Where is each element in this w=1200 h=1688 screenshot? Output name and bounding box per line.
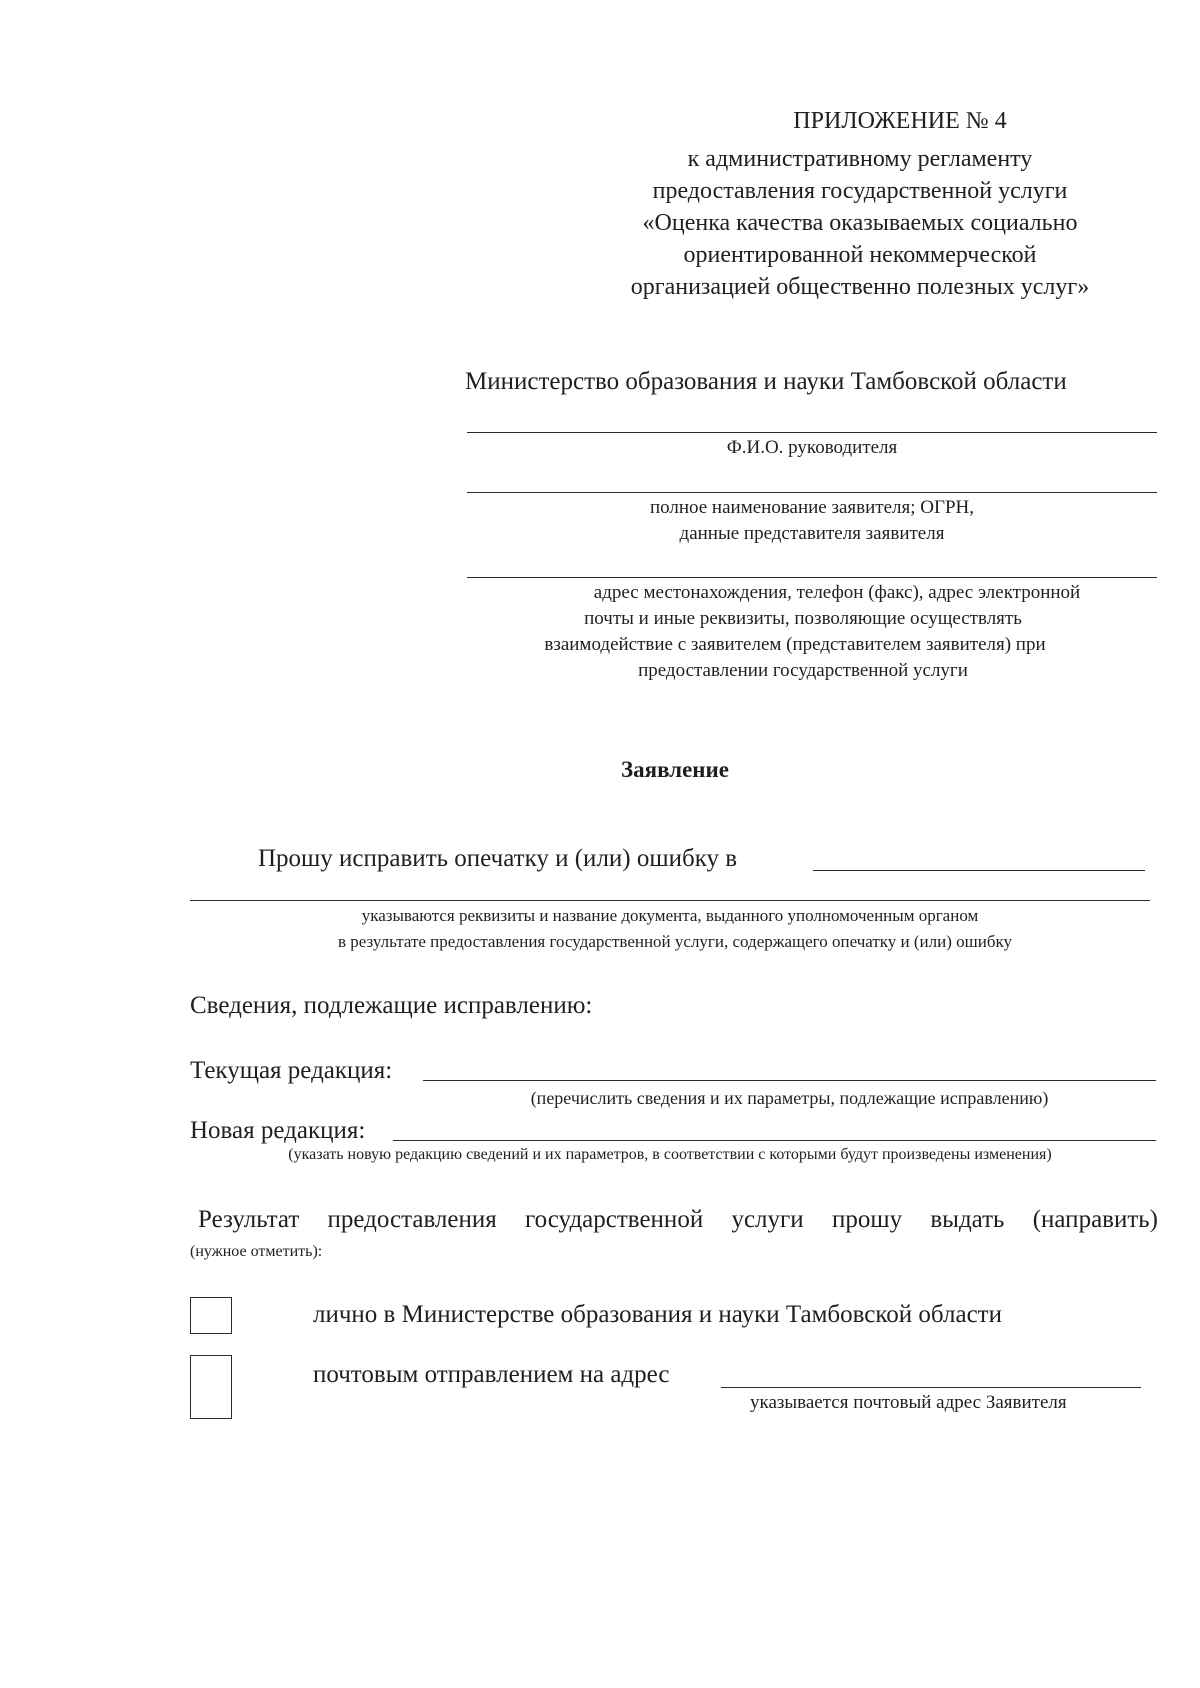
document-field[interactable] [813, 870, 1145, 871]
postal-delivery-label: почтовым отправлением на адрес [313, 1361, 670, 1388]
document-field-continued[interactable] [190, 900, 1150, 901]
new-edition-label: Новая редакция: [190, 1117, 366, 1144]
result-note: (нужное отметить): [190, 1243, 323, 1260]
applicant-caption-line: полное наименование заявителя; ОГРН, [649, 497, 975, 518]
new-edition-caption: (указать новую редакцию сведений и их параметров, в соответствии с которыми будут произведены изменения) [288, 1146, 1052, 1163]
application-title: Заявление [620, 757, 730, 782]
request-text: Прошу исправить опечатку и (или) ошибку в [258, 845, 738, 872]
address-field[interactable] [467, 577, 1157, 578]
document-caption-line: в результате предоставления государственной услуги, содержащего опечатку и (или) ошибку [337, 932, 1013, 951]
address-caption-line: адрес местонахождения, телефон (факс), адрес электронной [593, 582, 1081, 603]
appendix-line: ориентированной некоммерческой [683, 242, 1037, 268]
personal-pickup-checkbox[interactable] [190, 1297, 232, 1334]
appendix-line: к административному регламенту [687, 146, 1033, 172]
postal-address-field[interactable] [721, 1387, 1141, 1388]
appendix-line: «Оценка качества оказываемых социально [642, 210, 1078, 236]
postal-address-caption: указывается почтовый адрес Заявителя [750, 1392, 1067, 1413]
applicant-field[interactable] [467, 492, 1157, 493]
applicant-caption-line: данные представителя заявителя [679, 523, 945, 544]
appendix-line: предоставления государственной услуги [652, 178, 1068, 204]
appendix-line: организацией общественно полезных услуг» [630, 274, 1090, 300]
current-edition-caption: (перечислить сведения и их параметры, подлежащие исправлению) [530, 1088, 1049, 1108]
address-caption-line: предоставлении государственной услуги [638, 660, 968, 681]
current-edition-field[interactable] [423, 1080, 1156, 1081]
corrections-heading: Сведения, подлежащие исправлению: [190, 992, 593, 1019]
address-caption-line: почты и иные реквизиты, позволяющие осуществлять [584, 608, 1022, 629]
appendix-title: ПРИЛОЖЕНИЕ № 4 [793, 108, 1007, 134]
head-name-field[interactable] [467, 432, 1157, 433]
document-caption-line: указываются реквизиты и название документа, выданного уполномоченным органом [361, 906, 979, 925]
new-edition-field[interactable] [393, 1140, 1156, 1141]
personal-pickup-label: лично в Министерстве образования и науки Тамбовской области [313, 1301, 1002, 1328]
result-text: Результат предоставления государственной услуги прошу выдать (направить) [198, 1206, 1158, 1233]
ministry-name: Министерство образования и науки Тамбовской области [465, 368, 1067, 395]
head-name-caption: Ф.И.О. руководителя [726, 437, 898, 458]
address-caption-line: взаимодействие с заявителем (представителем заявителя) при [544, 634, 1046, 655]
postal-delivery-checkbox[interactable] [190, 1355, 232, 1419]
current-edition-label: Текущая редакция: [190, 1057, 393, 1084]
